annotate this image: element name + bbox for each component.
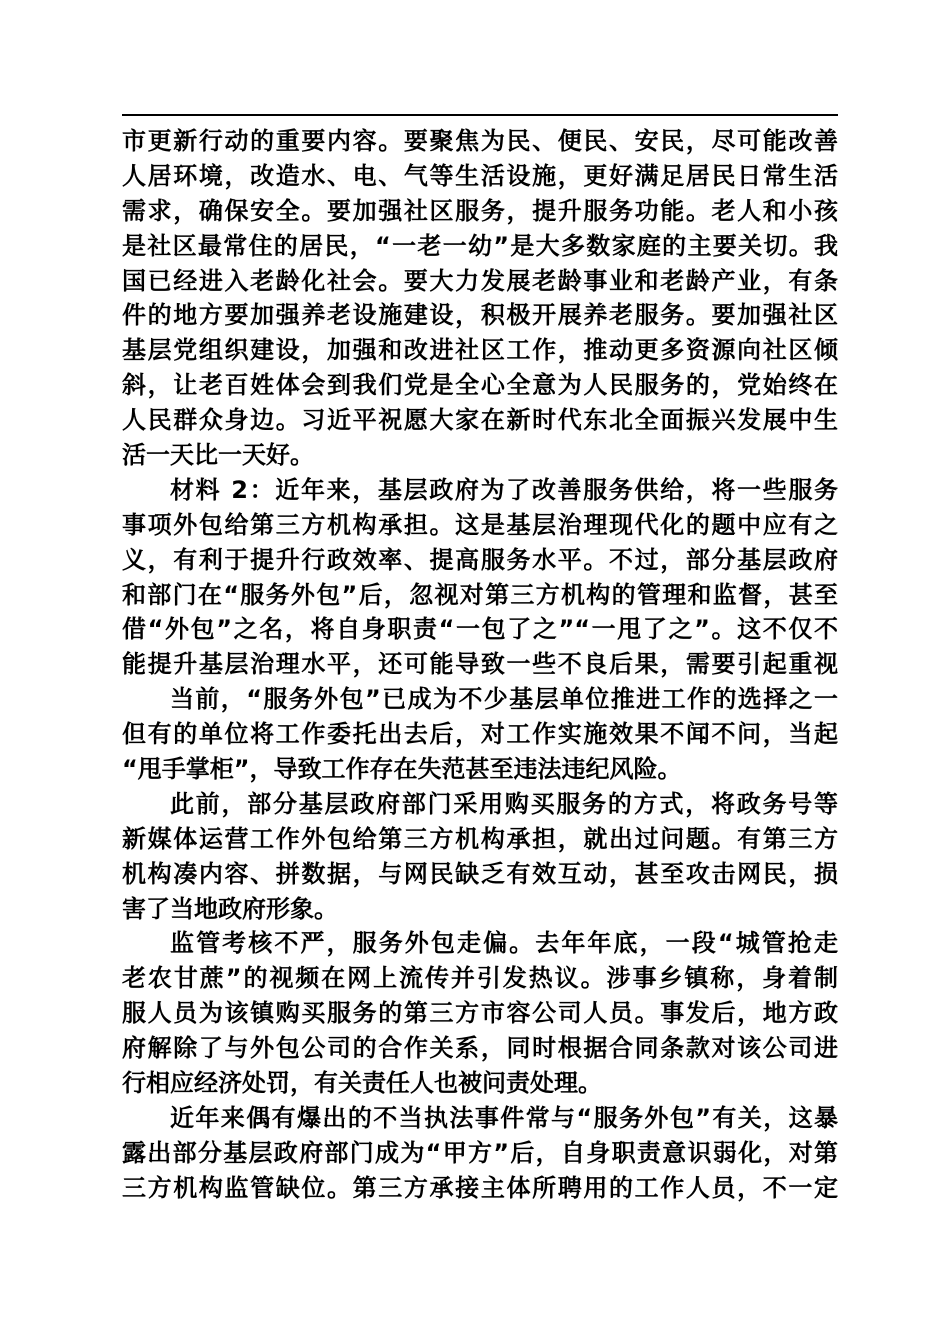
text-line: 是社区最常住的居民，“一老一幼”是大多数家庭的主要关切。我 xyxy=(122,231,838,260)
text-line: 义，有利于提升行政效率、提高服务水平。不过，部分基层政府 xyxy=(122,545,838,574)
text-line: 能提升基层治理水平，还可能导致一些不良后果，需要引起重视 xyxy=(122,650,838,679)
paragraph-start-line: 近年来偶有爆出的不当执法事件常与“服务外包”有关，这暴 xyxy=(170,1103,838,1132)
text-line: 服人员为该镇购买服务的第三方市容公司人员。事发后，地方政 xyxy=(122,999,838,1028)
paragraph-start-line: 材料 2：近年来，基层政府为了改善服务供给，将一些服务 xyxy=(170,475,838,504)
text-line: “甩手掌柜”，导致工作存在失范甚至违法违纪风险。 xyxy=(122,755,682,784)
text-line: 机构凑内容、拼数据，与网民缺乏有效互动，甚至攻击网民，损 xyxy=(122,859,838,888)
text-line: 斜，让老百姓体会到我们党是全心全意为人民服务的，党始终在 xyxy=(122,371,838,400)
text-line: 件的地方要加强养老设施建设，积极开展养老服务。要加强社区 xyxy=(122,301,838,330)
text-line: 行相应经济处罚，有关责任人也被问责处理。 xyxy=(122,1069,602,1098)
text-line: 人民群众身边。习近平祝愿大家在新时代东北全面振兴发展中生 xyxy=(122,406,838,435)
header-rule xyxy=(122,114,838,116)
text-line: 府解除了与外包公司的合作关系，同时根据合同条款对该公司进 xyxy=(122,1034,838,1063)
text-line: 露出部分基层政府部门成为“甲方”后，自身职责意识弱化，对第 xyxy=(122,1138,838,1167)
text-line: 活一天比一天好。 xyxy=(122,441,314,470)
paragraph-start-line: 当前，“服务外包”已成为不少基层单位推进工作的选择之一 xyxy=(170,685,838,714)
text-line: 借“外包”之名，将自身职责“一包了之”“一甩了之”。这不仅不 xyxy=(122,615,838,644)
text-line: 三方机构监管缺位。第三方承接主体所聘用的工作人员，不一定 xyxy=(122,1173,838,1202)
text-line: 老农甘蔗”的视频在网上流传并引发热议。涉事乡镇称，身着制 xyxy=(122,964,838,993)
text-line: 人居环境，改造水、电、气等生活设施，更好满足居民日常生活 xyxy=(122,161,838,190)
paragraph-start-line: 监管考核不严，服务外包走偏。去年年底，一段“城管抢走 xyxy=(170,929,838,958)
text-line: 国已经进入老龄化社会。要大力发展老龄事业和老龄产业，有条 xyxy=(122,266,838,295)
paragraph-start-line: 此前，部分基层政府部门采用购买服务的方式，将政务号等 xyxy=(170,789,838,818)
text-line: 事项外包给第三方机构承担。这是基层治理现代化的题中应有之 xyxy=(122,510,838,539)
text-line: 害了当地政府形象。 xyxy=(122,894,338,923)
text-line: 市更新行动的重要内容。要聚焦为民、便民、安民，尽可能改善 xyxy=(122,127,838,155)
text-line: 基层党组织建设，加强和改进社区工作，推动更多资源向社区倾 xyxy=(122,336,838,365)
body-text xyxy=(122,124,838,1206)
text-line: 新媒体运营工作外包给第三方机构承担，就出过问题。有第三方 xyxy=(122,824,838,853)
text-line: 需求，确保安全。要加强社区服务，提升服务功能。老人和小孩 xyxy=(122,196,838,225)
text-line: 和部门在“服务外包”后，忽视对第三方机构的管理和监督，甚至 xyxy=(122,580,838,609)
text-line: 但有的单位将工作委托出去后，对工作实施效果不闻不问，当起 xyxy=(122,720,838,749)
